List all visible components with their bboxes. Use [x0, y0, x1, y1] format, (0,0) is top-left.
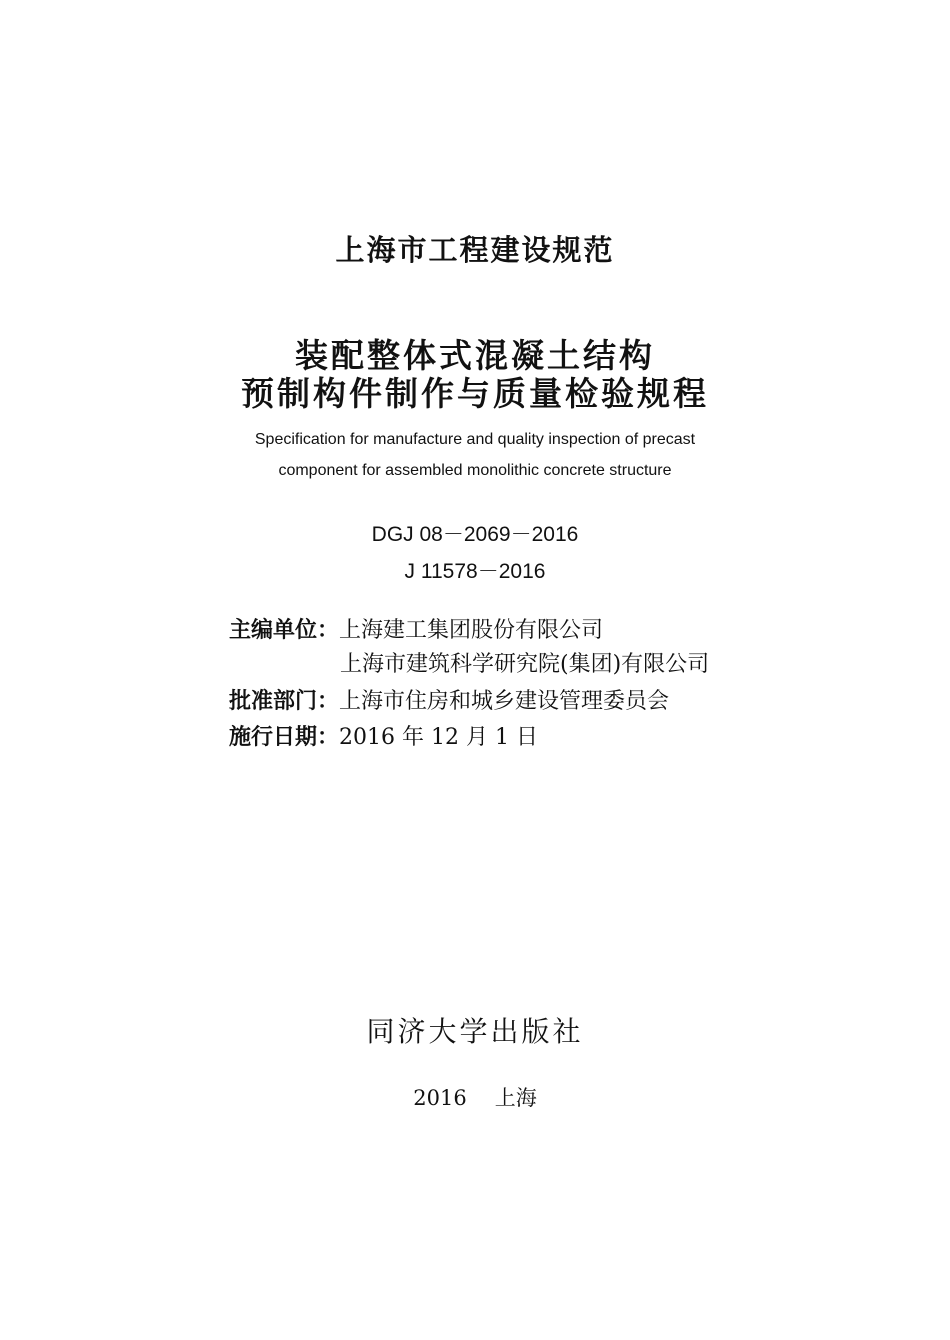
- publisher-name: 同济大学出版社: [366, 1015, 584, 1048]
- publication-city: 上海: [494, 1086, 537, 1110]
- editor-primary: 上海建工集团股份有限公司: [339, 618, 604, 643]
- approver-row: [229, 684, 669, 718]
- approver-value: 上海市住房和城乡建设管理委员会: [339, 689, 670, 714]
- standard-code-dgj: DGJ 08－2069－2016: [371, 523, 579, 546]
- effective-date-value: 2016 年 12 月 1 日: [339, 725, 538, 750]
- effective-date-row: [229, 720, 538, 754]
- main-title-line-1: 装配整体式混凝土结构: [295, 336, 655, 375]
- publication-year: 2016: [413, 1086, 467, 1110]
- main-title-line-2: 预制构件制作与质量检验规程: [241, 374, 709, 413]
- english-title-line-2: component for assembled monolithic concrete structure: [278, 462, 672, 479]
- english-title-line-1: Specification for manufacture and quality inspection of precast: [254, 431, 696, 448]
- standard-code-j: J 11578－2016: [404, 560, 546, 583]
- effective-date-label: 施行日期：: [229, 724, 340, 750]
- publication-line: [0, 1082, 950, 1112]
- editor-row: [229, 613, 603, 647]
- editor-secondary: 上海市建筑科学研究院(集团)有限公司: [340, 652, 710, 677]
- approver-label: 批准部门：: [229, 688, 340, 714]
- editor-label: 主编单位：: [229, 617, 340, 643]
- series-title: 上海市工程建设规范: [335, 233, 615, 267]
